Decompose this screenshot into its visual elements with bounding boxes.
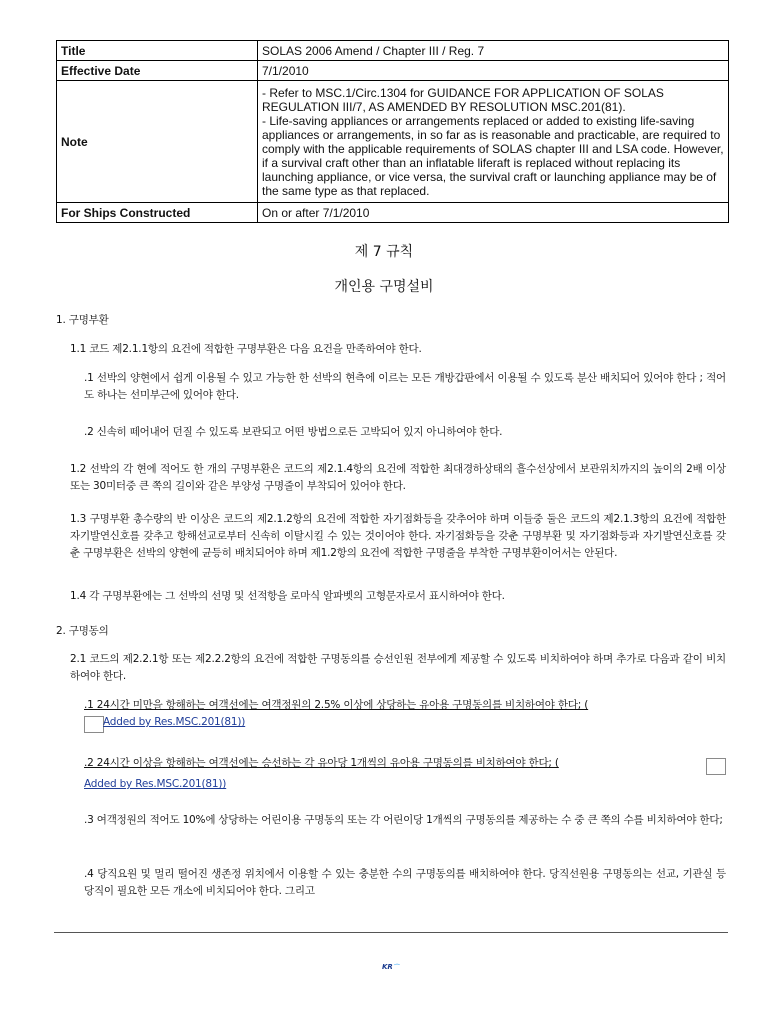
table-row <box>57 41 729 61</box>
comment-marker-icon[interactable] <box>84 716 104 733</box>
paragraph-1-1: 1.1 코드 제2.1.1항의 요건에 적합한 구명부환은 다음 요건을 만족하여야 한다. <box>70 343 422 355</box>
regulation-info-table <box>56 40 729 223</box>
paragraph-2-1: 2.1 코드의 제2.2.1항 또는 제2.2.2항의 요건에 적합한 구명동의를 승선인원 전부에게 제공할 수 있도록 비치하여야 하며 추가로 다음과 같이 비치하여야 한다. <box>70 653 726 682</box>
table-row <box>57 81 729 203</box>
item-2-1-1: .1 24시간 미만을 항해하는 여객선에는 여객정원의 2.5% 이상에 상당하는 유아용 구명동의를 비치하여야 한다; ( <box>84 699 589 711</box>
regulation-title: 개인용 구명설비 <box>334 279 434 295</box>
table-row <box>57 61 729 81</box>
note-value: - Refer to MSC.1/Circ.1304 for GUIDANCE FOR APPLICATION OF SOLAS REGULATION III/7, AS AMENDED BY RESOLUTION MSC.201(81). - Life-saving appliances or arrangements replaced or added to existing life-saving appliances or arrangements, in so far as is reasonable and practicable, are required to comply with the applicable requirements of SOLAS chapter III and LSA code. However, if a survival craft other than an inflatable liferaft is replaced without replacing its launching appliance, or vice versa, the survival craft or launching appliance may be of the same type as that replaced. <box>258 81 729 203</box>
item-1-1-2: .2 신속히 떼어내어 던질 수 있도록 보관되고 어떤 방법으로든 고박되어 있지 아니하여야 한다. <box>84 426 503 438</box>
effective-date-label: Effective Date <box>57 61 258 81</box>
item-2-1-3: .3 여객정원의 적어도 10%에 상당하는 어린이용 구명동의 또는 각 어린이당 1개씩의 구명동의를 제공하는 수 중 큰 쪽의 수를 비치하여야 한다; <box>84 814 723 826</box>
ships-constructed-label: For Ships Constructed <box>57 203 258 223</box>
note-label: Note <box>57 81 258 203</box>
paragraph-1-4: 1.4 각 구명부환에는 그 선박의 선명 및 선적항을 로마식 알파벳의 고형문자로서 표시하여야 한다. <box>70 590 505 602</box>
logo-swoosh-icon: ⌒ <box>392 964 399 971</box>
title-value: SOLAS 2006 Amend / Chapter III / Reg. 7 <box>258 41 729 61</box>
table-row <box>57 203 729 223</box>
amendment-note-2[interactable]: Added by Res.MSC.201(81)) <box>84 778 227 790</box>
item-1-1-1: .1 선박의 양현에서 쉽게 이용될 수 있고 가능한 한 선박의 현측에 이르는 모든 개방갑판에서 이용될 수 있도록 분산 배치되어 있어야 한다 ; 적어도 하나는 선미부근에 있어야 한다. <box>84 372 726 401</box>
footer-divider <box>54 932 728 933</box>
comment-marker-icon[interactable] <box>706 758 726 775</box>
ships-constructed-value: On or after 7/1/2010 <box>258 203 729 223</box>
title-label: Title <box>57 41 258 61</box>
effective-date-value: 7/1/2010 <box>258 61 729 81</box>
section-2-heading: 2. 구명동의 <box>56 625 109 637</box>
regulation-number: 제 7 규칙 <box>354 244 414 260</box>
paragraph-1-2: 1.2 선박의 각 현에 적어도 한 개의 구명부환은 코드의 제2.1.4항의 요건에 적합한 최대경하상태의 흘수선상에서 보관위치까지의 높이의 2배 이상 또는 30미터중 큰 쪽의 길이와 같은 부양성 구명줄이 부착되어 있어야 한다. <box>70 463 726 492</box>
amendment-note-1[interactable]: Added by Res.MSC.201(81)) <box>103 716 246 728</box>
item-2-1-4: .4 당직요원 및 멀리 떨어진 생존정 위치에서 이용할 수 있는 충분한 수의 구명동의를 배치하여야 한다. 당직선원용 구명동의는 선교, 기관실 등 당직이 필요한 모든 개소에 비치되어야 한다. 그리고 <box>84 868 726 897</box>
section-1-heading: 1. 구명부환 <box>56 314 109 326</box>
logo-text: KR <box>382 963 393 971</box>
paragraph-1-3: 1.3 구명부환 총수량의 반 이상은 코드의 제2.1.2항의 요건에 적합한 자기점화등을 갖추어야 하며 이들중 둘은 코드의 제2.1.3항의 요건에 적합한 자기발연신호를 갖추고 항해선교로부터 신속히 이탈시킬 수 있는 것이어야 한다. 자기점화등을 갖춘 구명부환 및 자기점화등과 자기발연신호를 갖춘 구명부환은 선박의 양현에 균등히 배치되어야 하며 제1.2항의 요건에 적합한 구명줄을 부착한 구명부환이어서는 안된다. <box>70 513 726 559</box>
kr-logo <box>382 962 399 971</box>
item-2-1-2: .2 24시간 이상을 항해하는 여객선에는 승선하는 각 유아당 1개씩의 유아용 구명동의를 비치하여야 한다; ( <box>84 757 559 769</box>
